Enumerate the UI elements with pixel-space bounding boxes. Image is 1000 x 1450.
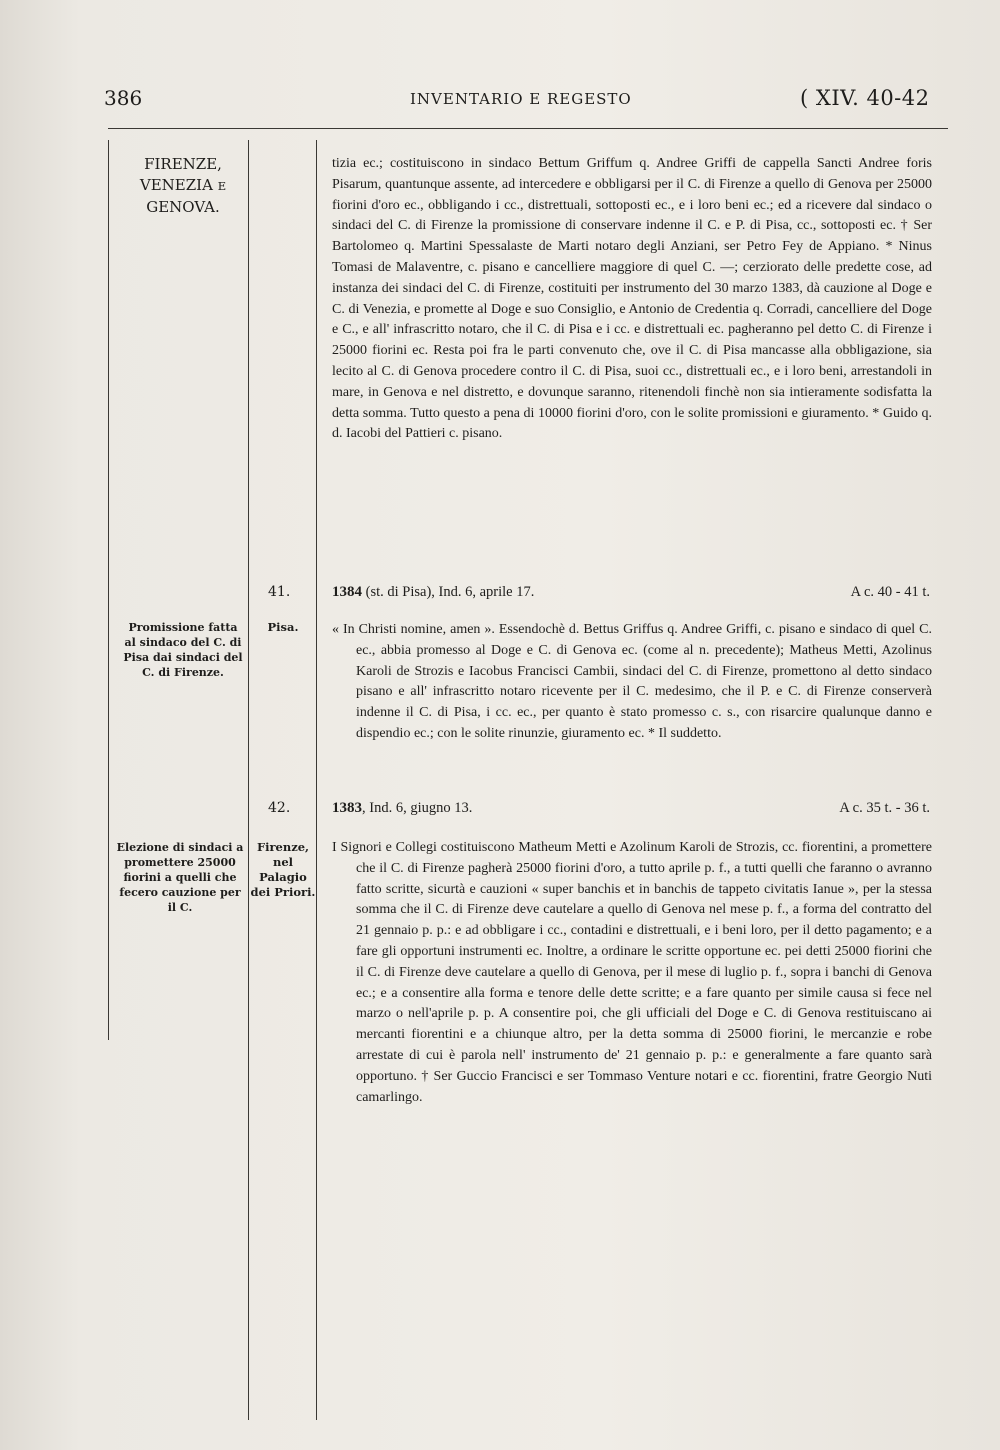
entry-42-number: 42.	[268, 800, 291, 816]
section-reference: ( XIV. 40-42	[800, 86, 930, 110]
margin-header-line1: FIRENZE,	[144, 155, 222, 173]
entry-42-place: Firenze, nel Palagio dei Priori.	[250, 840, 316, 899]
entry-41-number: 41.	[268, 584, 291, 600]
entry-41-place: Pisa.	[267, 620, 299, 634]
margin-header	[118, 154, 248, 218]
entry-41-year: 1384	[332, 584, 362, 600]
entry-41-margin-note: Promissione fatta al sindaco del C. di Pisa dai sindaci del C. di Firenze.	[123, 621, 243, 679]
entry-42-date: , Ind. 6, giugno 13.	[362, 800, 473, 816]
place-column-rule	[316, 140, 317, 1420]
page-number: 386	[104, 86, 143, 110]
entry-prev-text: tizia ec.; costituiscono in sindaco Bettum Griffum q. Andree Griffi de cappella Sancti Andree foris Pisarum, quantunque assente, ad intercedere e obbligarsi per il C. di Firenze a quello di Genova per 25000 fiorini d'oro ec., obbligando i cc., distrettuali, sottoposti ec., e i loro beni ec.; ed a ricevere dal sindaco o sindaci del C. di Firenze la promissione di conservare indenne il C. e P. di Pisa, cc., sottoposti ec. † Ser Bartolomeo q. Martini Spessalaste de Marti notaro degli Anziani, ser Petro Fey de Appiano. * Ninus Tomasi de Malaventre, c. pisano e cancelliere maggiore di quel C. —; cerziorato delle predette cose, ad instanza dei sindaci del C. di Firenze, costituiti per instrumento del 30 marzo 1383, dà cauzione al Doge e C. di Venezia, e promette al Doge e suo Consiglio, e Antonio de Credentia q. Corradi, cancelliere del Doge e C., e all' infrascritto notaro, che il C. di Pisa e i cc. e distrettuali ec. pagheranno pel detto C. di Firenze i 25000 fiorini ec. Resta poi fra le parti convenuto che, ove il C. di Pisa mancasse alla obbligazione, sia lecito al C. di Genova procedere contro il C. di Pisa, suoi cc., distrettuali ec., e i loro beni, arrestandoli in mare, in Genova e nel distretto, e dovunque saranno, ritenendoli finchè non sia intieramente sodisfatta la detta somma. Tutto questo a pena di 10000 fiorini d'oro, con le solite promissioni e giuramento. * Guido q. d. Iacobi del Pattieri c. pisano.	[332, 156, 932, 442]
entry-41-heading	[332, 584, 932, 601]
running-title: INVENTARIO E REGESTO	[410, 90, 632, 108]
page-header	[0, 86, 1000, 116]
entry-42-folio: A c. 35 t. - 36 t.	[839, 800, 930, 816]
entry-41-folio: A c. 40 - 41 t.	[850, 584, 930, 600]
left-column-rule	[108, 140, 109, 1040]
entry-42-text: I Signori e Collegi costituiscono Matheum Metti e Azolinum Karoli de Strozis, cc. fiorentini, a promettere che il C. di Firenze pagherà 25000 fiorini d'oro, a tutto aprile p. f., a tutti quelli che faranno o avranno fatto scritte, sicurtà e cauzioni « super banchis et in banchis de tappeto civitatis Ianue », per la stessa somma che il C. di Firenze deve cautelare a quello di Genova nel mese p. f., a forma del contratto del 21 gennaio p. p.: e ad obbligare i cc., contadini e distrettuali, e i beni loro, per il detto pagamento; e a fare gli opportuni instrumenti ec. Inoltre, a ordinare le scritte opportune ec. pei detti 25000 fiorini che il C. di Firenze deve cautelare a quello di Genova, per il mese di luglio p. f., sopra i banchi di Genova ec.; e a consentire alla forma e tenore delle dette scritte; e a fare quanto per simile causa si fece nel marzo o nell'aprile p. p. A consentire poi, che gli ufficiali del Doge e C. di Genova restituiscano ai mercanti fiorentini e a chiunque altro, per la detta somma di 25000 fiorini, le mercanzie e robe arrestate di cui è parola nell' instrumento de' 21 gennaio p. p.: e generalmente a fare quanto sarà opportuno. † Ser Guccio Francisci e ser Tommaso Venture notari e cc. fiorentini, fratre Georgio Nuti camarlingo.	[332, 840, 932, 1105]
header-rule	[108, 128, 948, 129]
entry-42-heading	[332, 800, 932, 817]
entry-42-margin-note: Elezione di sindaci a promettere 25000 fiorini a quelli che fecero cauzione per il C.	[116, 841, 244, 914]
entry-41-text: « In Christi nomine, amen ». Essendochè d. Bettus Griffus q. Andree Griffi, c. pisano e sindaco di quel C. ec., abbia promesso al Doge e C. di Genova ec. (come al n. precedente); Matheus Metti, Azolinus Karoli de Strozis e Iacobus Francisci Cambii, sindaci del C. di Firenze, promettono al detto sindaco pisano e all' infrascritto notaro ricevente per il C. medesimo, che il P. e C. di Firenze conserverà indenne il C. di Pisa, i cc. ec., per quanto è stato promesso c. s., con risarcire qualunque danno e dispendio ec.; con le solite rinunzie, giuramento ec. * Il suddetto.	[332, 622, 932, 741]
margin-header-line3: GENOVA.	[146, 198, 220, 216]
margin-header-line2: VENEZIA E	[139, 176, 227, 194]
margin-note-rule	[248, 140, 249, 1420]
entry-42-year: 1383	[332, 800, 362, 816]
entry-41-date: (st. di Pisa), Ind. 6, aprile 17.	[365, 584, 535, 600]
